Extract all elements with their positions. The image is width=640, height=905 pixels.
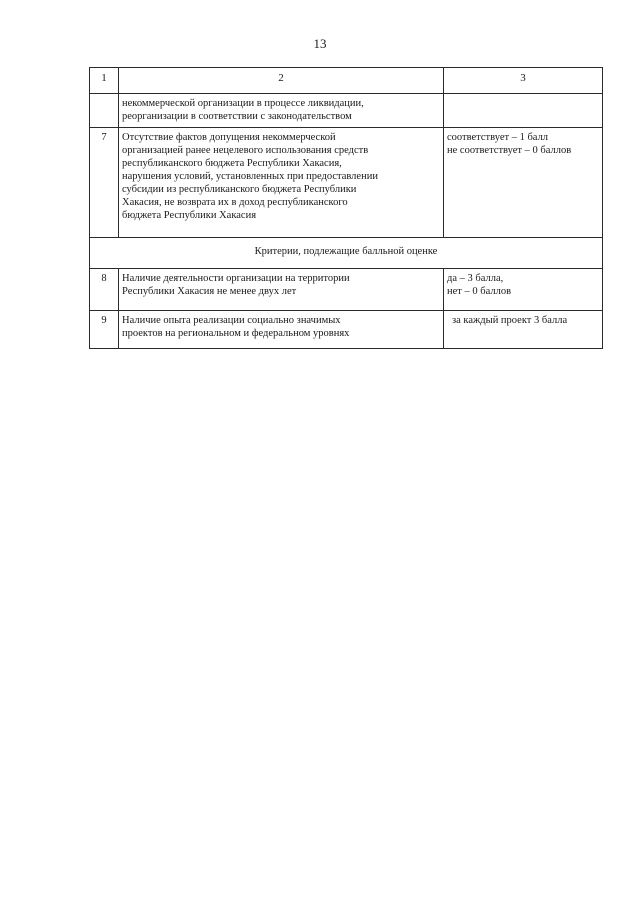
criterion-text-line: Наличие деятельности организации на территории <box>122 273 350 284</box>
criterion-text-line: субсидии из республиканского бюджета Республики <box>122 184 357 195</box>
table-row <box>90 311 603 349</box>
criterion-score <box>444 94 603 128</box>
score-line: не соответствует – 0 баллов <box>447 145 572 156</box>
criterion-text-line: организацией ранее нецелевого использования средств <box>122 145 369 156</box>
score-line: соответствует – 1 балл <box>447 132 549 143</box>
section-row <box>90 238 603 269</box>
criteria-table <box>89 67 603 349</box>
column-header-2: 2 <box>119 68 444 94</box>
score-line: нет – 0 баллов <box>447 286 512 297</box>
score-line: за каждый проект 3 балла <box>452 315 568 326</box>
criterion-text-line: бюджета Республики Хакасия <box>122 210 257 221</box>
score-line: да – 3 балла, <box>447 273 504 284</box>
criterion-text-line: Отсутствие фактов допущения некоммерческой <box>122 132 336 143</box>
criterion-text-line: Хакасия, не возврата их в доход республиканского <box>122 197 348 208</box>
criterion-text <box>119 94 444 128</box>
criterion-score <box>444 128 603 238</box>
criterion-text-line: нарушения условий, установленных при предоставлении <box>122 171 378 182</box>
criterion-score <box>444 311 603 349</box>
criterion-text-line: Наличие опыта реализации социально значимых <box>122 315 341 326</box>
criterion-text-line: Республики Хакасия не менее двух лет <box>122 286 297 297</box>
criterion-text <box>119 269 444 311</box>
criterion-text-line: проектов на региональном и федеральном уровнях <box>122 328 350 339</box>
table-row <box>90 94 603 128</box>
row-number <box>90 94 119 128</box>
criterion-score <box>444 269 603 311</box>
criterion-text-line: республиканского бюджета Республики Хакасия, <box>122 158 342 169</box>
row-number: 8 <box>90 269 119 311</box>
table-row <box>90 269 603 311</box>
column-header-1: 1 <box>90 68 119 94</box>
row-number: 9 <box>90 311 119 349</box>
criterion-text <box>119 128 444 238</box>
column-header-3: 3 <box>444 68 603 94</box>
page-number: 13 <box>313 36 327 51</box>
section-title: Критерии, подлежащие балльной оценке <box>90 238 603 269</box>
row-number: 7 <box>90 128 119 238</box>
criterion-text-line: некоммерческой организации в процессе ликвидации, <box>122 98 364 109</box>
criterion-text <box>119 311 444 349</box>
table-header-row <box>90 68 603 94</box>
table-row <box>90 128 603 238</box>
criterion-text-line: реорганизации в соответствии с законодательством <box>122 111 352 122</box>
